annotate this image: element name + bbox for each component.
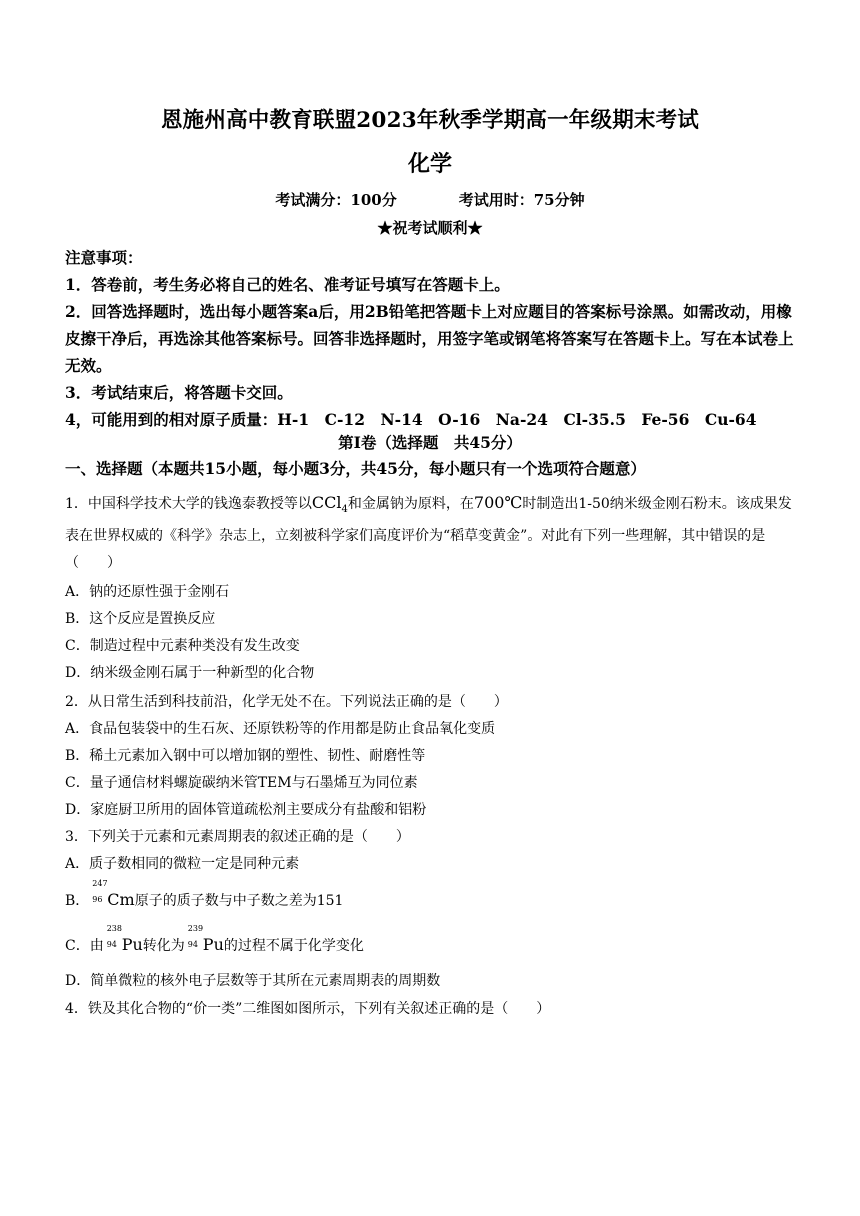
question-2-stem: 2．从日常生活到科技前沿，化学无处不在。下列说法正确的是（ ） [65, 694, 508, 710]
question-3-stem: 3．下列关于元素和元素周期表的叙述正确的是（ ） [65, 829, 410, 845]
ccl4-formula: CCl$_4$ [311, 493, 348, 516]
note-item: 2．回答选择题时，选出每小题答案a后，用2B铅笔把答题卡上对应题目的答案标号涂黑。如需改动，用橡皮擦干净后，再选涂其他答案标号。回答非选择题时，用签字笔或钢笔将答案写在答题卡上。写在本试卷上无效。 [65, 302, 794, 375]
question-1 [65, 489, 805, 687]
option-d: D．简单微粒的核外电子层数等于其所在元素周期表的周期数 [65, 973, 441, 989]
option-d: D．纳米级金刚石属于一种新型的化合物 [65, 665, 315, 682]
part-title: 一、选择题（本题共15小题，每小题3分，共45分，每小题只有一个选项符合题意） [65, 459, 646, 478]
notes-heading: 注意事项： [65, 248, 143, 267]
option-c: C．由 238 94 Pu转化为 239 94 Pu的过程不属于化学变化 [65, 931, 805, 960]
question-4-stem: 4．铁及其化合物的“价一类”二维图如图所示，下列有关叙述正确的是（ ） [65, 1001, 551, 1017]
question-3 [65, 824, 805, 995]
cm-isotope: 247 96 Cm [92, 879, 135, 909]
note-item: 4，可能用到的相对原子质量：H-1 C-12 N-14 O-16 Na-24 Cl-35.5 Fe-56 Cu-64 [65, 410, 757, 429]
pu239-isotope: 239 94 Pu [187, 924, 224, 954]
exam-meta [0, 189, 860, 210]
question-4 [65, 996, 805, 1023]
subject-title: 化学 [407, 151, 452, 177]
full-score: 考试满分：100分 [275, 191, 397, 209]
exam-title: 恩施州高中教育联盟2023年秋季学期高一年级期末考试 [160, 108, 700, 133]
note-item: 3．考试结束后，将答题卡交回。 [65, 383, 293, 402]
question-1-stem: 1．中国科学技术大学的钱逸泰教授等以CCl$_4$和金属钠为原料，在700℃时制造出1-50纳米级金刚石粉末。该成果发表在世界权威的《科学》杂志上，立刻被科学家们高度评价为“稻草变黄金”。对此有下列一些理解，其中错误的是（ ） [65, 493, 792, 572]
option-b: B． 247 96 Cm原子的质子数与中子数之差为151 [65, 886, 805, 915]
option-b: B．这个反应是置换反应 [65, 611, 216, 628]
good-luck-line: ★祝考试顺利★ [377, 219, 483, 237]
option-c: C．制造过程中元素种类没有发生改变 [65, 638, 300, 655]
question-2 [65, 689, 805, 824]
section-title: 第Ⅰ卷（选择题 共45分） [338, 433, 522, 452]
option-c: C．量子通信材料螺旋碳纳米管TEM与石墨烯互为同位素 [65, 775, 418, 791]
option-b: B．稀土元素加入钢中可以增加钢的塑性、韧性、耐磨性等 [65, 748, 426, 764]
notes-block [65, 244, 805, 433]
option-a: A．食品包装袋中的生石灰、还原铁粉等的作用都是防止食品氧化变质 [65, 721, 496, 737]
option-d: D．家庭厨卫所用的固体管道疏松剂主要成分有盐酸和铝粉 [65, 802, 427, 818]
exam-time: 考试用时：75分钟 [458, 191, 585, 209]
option-a: A．钠的还原性强于金刚石 [65, 584, 230, 601]
note-item: 1．答卷前，考生务必将自己的姓名、准考证号填写在答题卡上。 [65, 275, 510, 294]
pu238-isotope: 238 94 Pu [106, 924, 143, 954]
option-a: A．质子数相同的微粒一定是同种元素 [65, 856, 300, 872]
